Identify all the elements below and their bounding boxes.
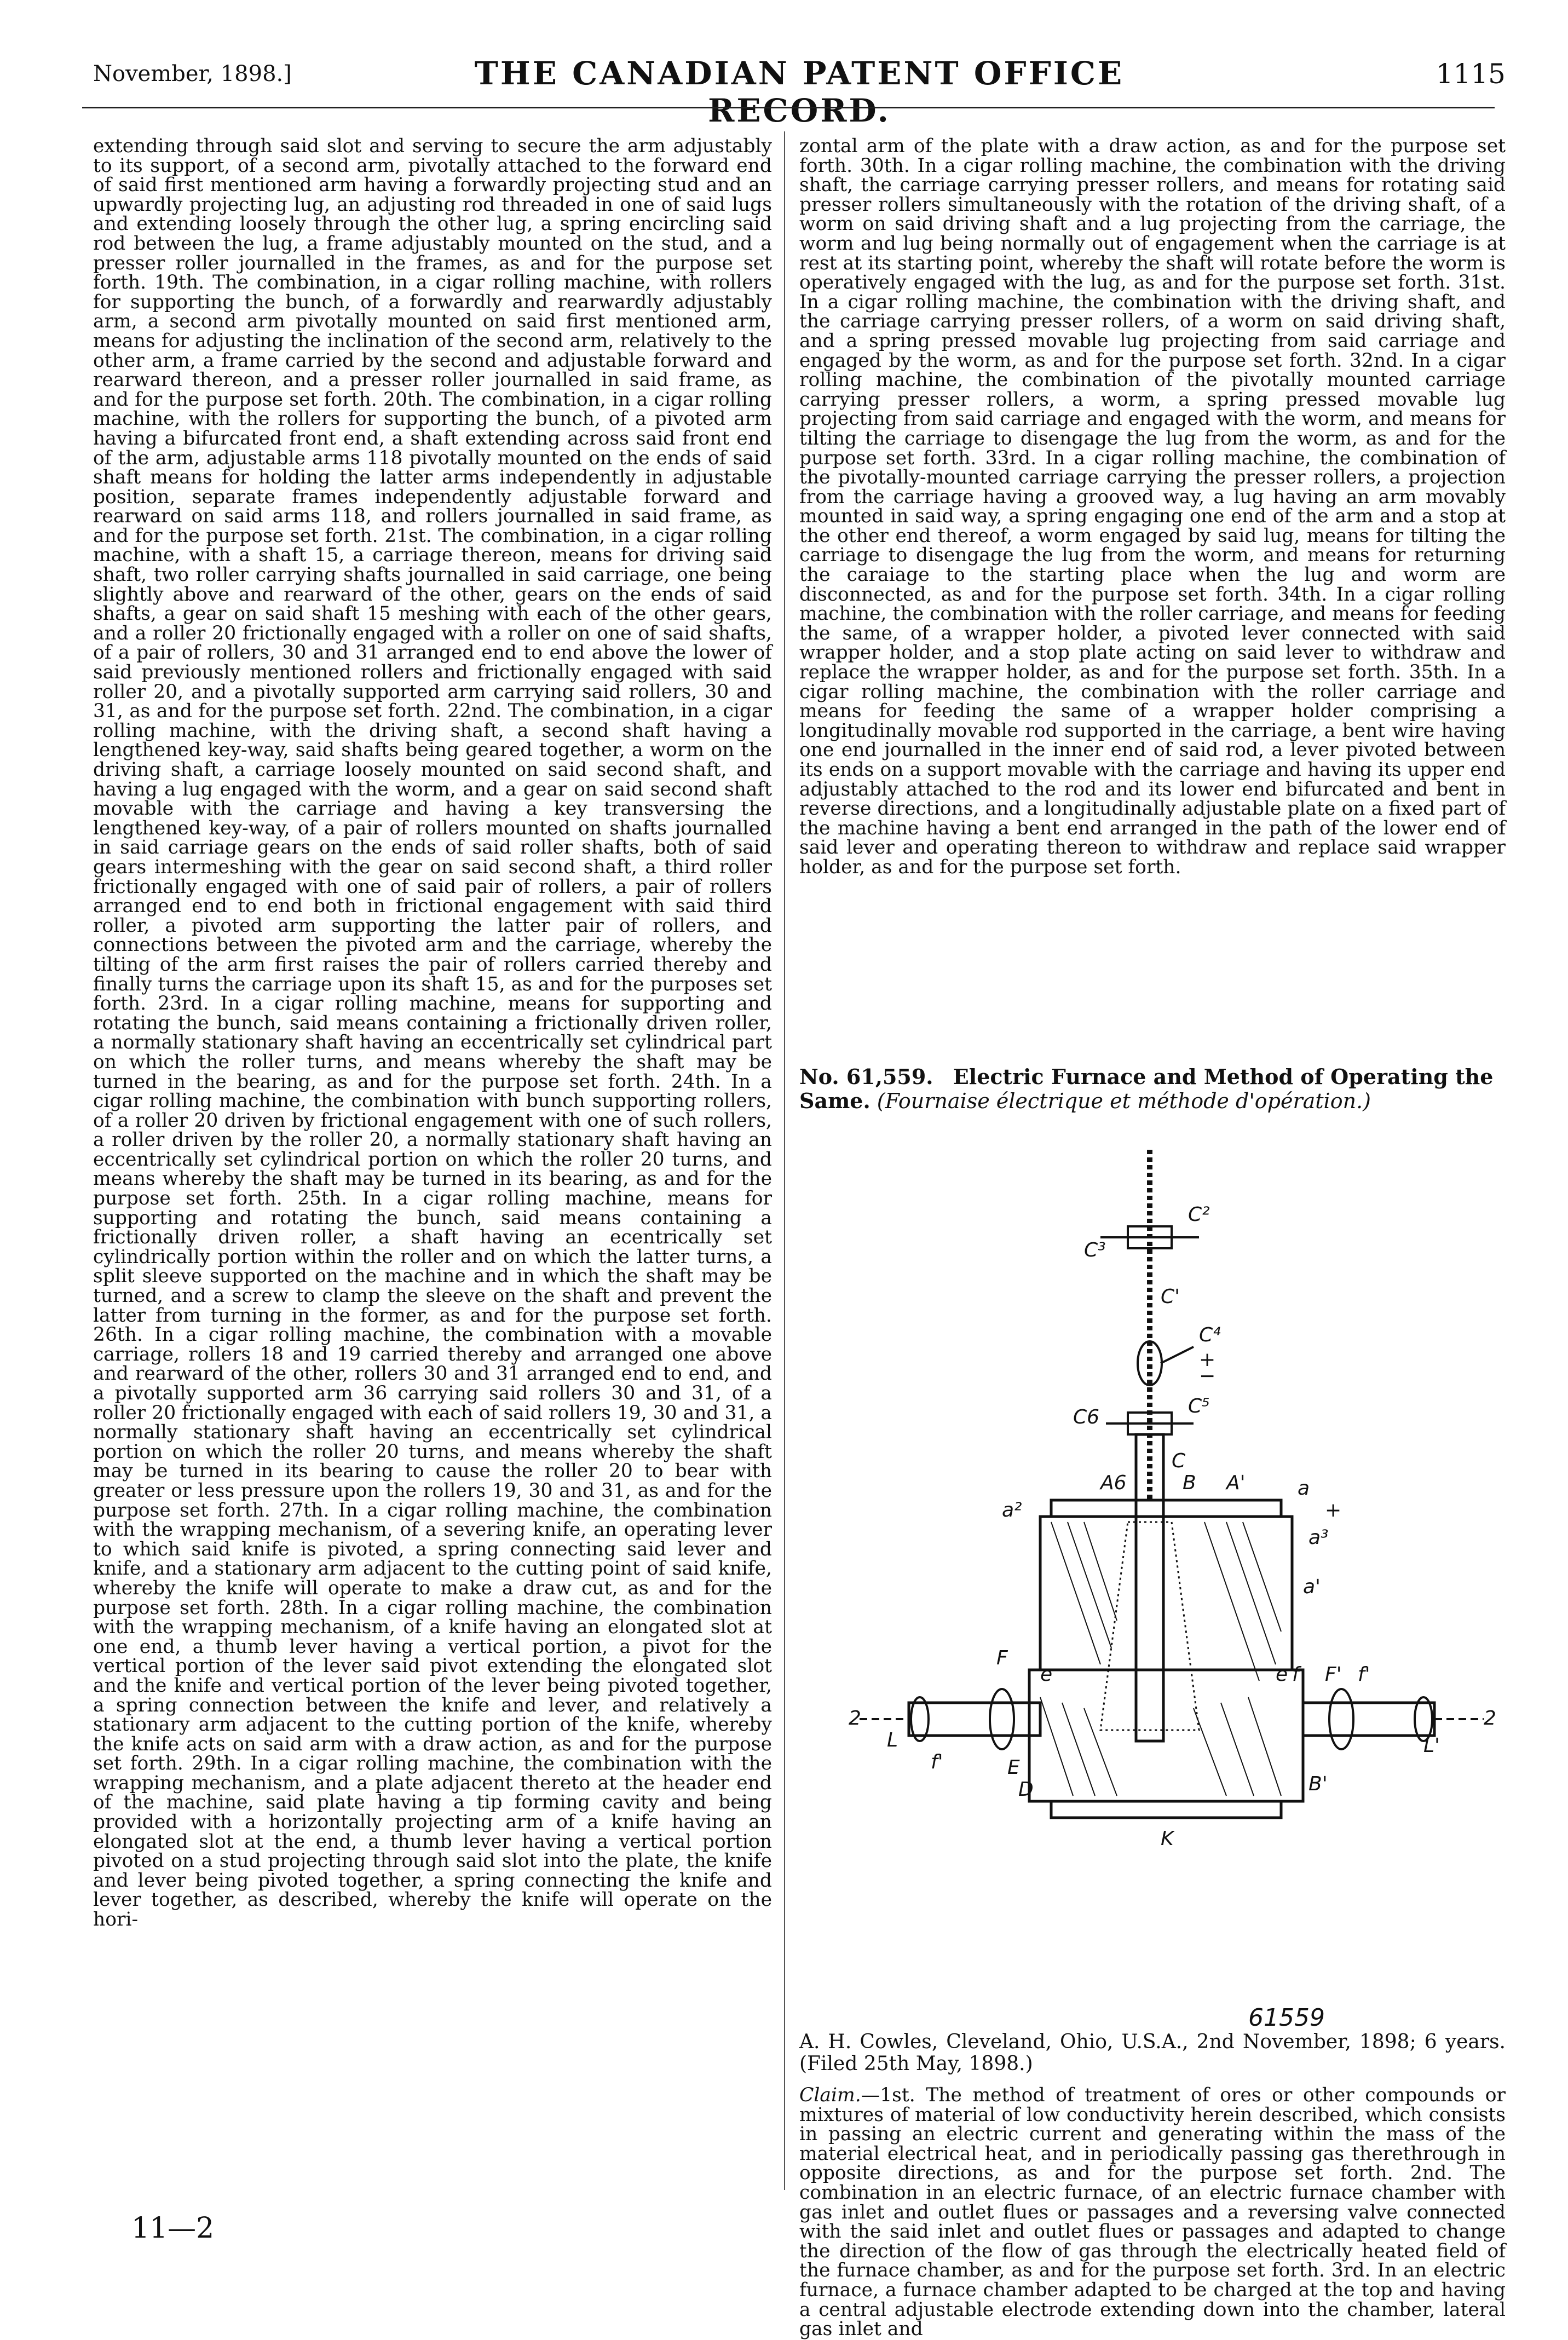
- label-plus-right: +: [1325, 1499, 1342, 1521]
- label-minus: −: [1199, 1365, 1216, 1387]
- label-a-prime: a': [1303, 1576, 1321, 1598]
- column-divider: [784, 131, 785, 2190]
- label-a3: a³: [1308, 1526, 1329, 1549]
- label-c: C: [1172, 1450, 1186, 1472]
- label-b-prime: B': [1308, 1773, 1328, 1795]
- claims-continuation-right: zontal arm of the plate with a draw action, as and for the purpose set forth. 30th. In a cigar rolling machine, the combination with the driving shaft, the carriage carrying presser rollers, and means for rotating said presser rollers simultaneously with the rotation of the driving shaft, of a worm on said driving shaft and a lug projecting from the carriage, the worm and lug being normally out of engagement when the carriage is at rest at its starting point, whereby the shaft will rotate before the worm is operatively engaged with the lug, as and for the purpose set forth. 31st. In a cigar rolling machine, the combination with the driving shaft, and the carriage carrying presser rollers, of a worm on said driving shaft, and a spring pressed movable lug projecting from said carriage and engaged by the worm, as and for the purpose set forth. 32nd. In a cigar rolling machine, the combination of the pivotally mounted carriage carrying presser rollers, a worm, a spring pressed movable lug projecting from said carriage and engaged with the worm, and means for tilting the carriage to disengage the lug from the worm, as and for the purpose set forth. 33rd. In a cigar rolling machine, the combination of the pivotally-mounted carriage carrying the presser rollers, a projection from the carriage having a grooved way, a lug having an arm movably mounted in said way, a spring engaging one end of the arm and a stop at the other end thereof, a worm engaged by said lug, means for tilting the carriage to disengage the lug from the worm, and means for returning the caraiage to the starting place when the lug and worm are disconnected, as and for the purpose set forth. 34th. In a cigar rolling machine, the combination with the roller carriage, and means for feeding the same, of a wrapper holder, a pivoted lever connected with said wrapper holder, and a stop plate acting on said lever to withdraw and replace the wrapper holder, as and for the purpose set forth. 35th. In a cigar rolling machine, the combination with the roller carriage and means for feeding the same of a wrapper holder comprising a longitudinally movable rod supported in the carriage, a bent wire having one end journalled in the inner end of said rod, a lever pivoted between its ends on a support movable with the carriage and having its upper end adjustably attached to the rod and its lower end bifurcated and bent in reverse directions, and a longitudinally adjustable plate on a fixed part of the machine having a bent end arranged in the path of the lower end of said lever and operating thereon to withdraw and replace said wrapper holder, as and for the purpose set forth.: [799, 135, 1506, 878]
- claim-text: [799, 2084, 1506, 2340]
- label-2-left: 2: [849, 1707, 861, 1730]
- label-c6: C6: [1073, 1406, 1100, 1428]
- label-a1: A': [1226, 1472, 1246, 1494]
- page-number: 1115: [1436, 58, 1506, 90]
- label-f-prime-small: f': [1358, 1663, 1370, 1686]
- electric-furnace-drawing: [843, 1139, 1500, 2015]
- right-column-text: [799, 137, 1506, 1035]
- figure-number: 61559: [1248, 2004, 1325, 2032]
- label-2-right: 2: [1484, 1707, 1496, 1730]
- patent-heading: [799, 1065, 1506, 1113]
- page-header: [93, 55, 1506, 129]
- label-a6: A6: [1100, 1472, 1127, 1494]
- label-a: a: [1298, 1477, 1310, 1500]
- inventor-line: A. H. Cowles, Cleveland, Ohio, U.S.A., 2nd November, 1898; 6 years. (Filed 25th May, 1898.): [799, 2031, 1506, 2075]
- label-e: e: [1040, 1663, 1053, 1686]
- label-c5: C⁵: [1188, 1395, 1210, 1417]
- label-f: F: [996, 1647, 1008, 1669]
- header-rule: [82, 107, 1495, 108]
- patent-title: Electric Furnace and Method of Operating the Same.: [799, 1064, 1494, 1113]
- label-c4: C⁴: [1199, 1324, 1221, 1346]
- label-a2: a²: [1002, 1499, 1022, 1521]
- label-f-prime: F': [1325, 1663, 1342, 1686]
- left-column-text: [93, 137, 772, 2152]
- claim-label: Claim.: [799, 2084, 861, 2106]
- label-b: B: [1183, 1472, 1196, 1494]
- label-d: D: [1018, 1778, 1034, 1801]
- label-c1: C': [1161, 1286, 1180, 1308]
- label-l: L: [887, 1729, 898, 1751]
- label-l-prime: L': [1423, 1734, 1440, 1757]
- claim-body: —1st. The method of treatment of ores or other compounds or mixtures of material of low conductivity herein described, which consists in passing an electric current and generating within the mass of the material electrical heat, and in periodically passing gas therethrough in opposite directions, as and for the purpose set forth. 2nd. The combination in an electric furnace, of an electric furnace chamber with gas inlet and outlet flues or passages and a reversing valve connected with the said inlet and outlet flues or passages and adapted to change the direction of the flow of gas through the electrically heated field of the furnace chamber, as and for the purpose set forth. 3rd. In an electric furnace, a furnace chamber adapted to be charged at the top and having a central adjustable electrode extending down into the chamber, lateral gas inlet and: [799, 2084, 1506, 2340]
- patent-number: No. 61,559.: [799, 1064, 933, 1089]
- patent-french-title: (Fournaise électrique et méthode d'opération.): [877, 1089, 1371, 1113]
- label-f-low: f': [931, 1751, 943, 1773]
- claims-continuation-left: extending through said slot and serving to secure the arm adjustably to its support, of a second arm, pivotally attached to the forward end of said first mentioned arm having a forwardly projecting stud and an upwardly projecting lug, an adjusting rod threaded in one of said lugs and extending loosely through the other lug, a spring encircling said rod between the lug, a frame adjustably mounted on the stud, and a presser roller journalled in the frames, as and for the purpose set forth. 19th. The combination, in a cigar rolling machine, with rollers for supporting the bunch, of a forwardly and rearwardly adjustably arm, a second arm pivotally mounted on said first mentioned arm, means for adjusting the inclination of the second arm, relatively to the other arm, a frame carried by the second and adjustable forward and rearward thereon, and a presser roller journalled in said frame, as and for the purpose set forth. 20th. The combination, in a cigar rolling machine, with the rollers for supporting the bunch, of a pivoted arm having a bifurcated front end, a shaft extending across said front end of the arm, adjustable arms 118 pivotally mounted on the ends of said shaft means for holding the latter arms independently in adjustable position, separate frames independently adjustable forward and rearward on said arms 118, and rollers journalled in said frame, as and for the purpose set forth. 21st. The combination, in a cigar rolling machine, with a shaft 15, a carriage thereon, means for driving said shaft, two roller carrying shafts journalled in said carriage, one being slightly above and rearward of the other, gears on the ends of said shafts, a gear on said shaft 15 meshing with each of the other gears, and a roller 20 frictionally engaged with a roller on one of said shafts, of a pair of rollers, 30 and 31 arranged end to end above the lower of said previously mentioned rollers and frictionally engaged with said roller 20, and a pivotally supported arm carrying said rollers, 30 and 31, as and for the purpose set forth. 22nd. The combination, in a cigar rolling machine, with the driving shaft, a second shaft having a lengthened key-way, said shafts being geared together, a worm on the driving shaft, a carriage loosely mounted on said second shaft, and having a lug engaged with the worm, and a gear on said second shaft movable with the carriage and having a key transversing the lengthened key-way, of a pair of rollers mounted on shafts journalled in said carriage gears on the ends of said roller shafts, both of said gears intermeshing with the gear on said second shaft, a third roller frictionally engaged with one of said pair of rollers, a pair of rollers arranged end to end both in frictional engagement with said third roller, a pivoted arm supporting the latter pair of rollers, and connections between the pivoted arm and the carriage, whereby the tilting of the arm first raises the pair of rollers carried thereby and finally turns the carriage upon its shaft 15, as and for the purposes set forth. 23rd. In a cigar rolling machine, means for supporting and rotating the bunch, said means containing a frictionally driven roller, a normally stationary shaft having an eccentrically set cylindrical part on which the roller turns, and means whereby the shaft may be turned in the bearing, as and for the purpose set forth. 24th. In a cigar rolling machine, the combination with bunch supporting rollers, of a roller 20 driven by frictional engagement with one of such rollers, a roller driven by the roller 20, a normally stationary shaft having an eccentrically set cylindrical portion on which the roller 20 turns, and means whereby the shaft may be turned in its bearing, as and for the purpose set forth. 25th. In a cigar rolling machine, means for supporting and rotating the bunch, said means containing a frictionally driven roller, a shaft having an ecentrically set cylindrically portion within the roller and on which the latter turns, a split sleeve supported on the machine and in which the shaft may be turned, and a screw to clamp the sleeve on the shaft and prevent the latter from turning in the former, as and for the purpose set forth. 26th. In a cigar rolling machine, the combination with a movable carriage, rollers 18 and 19 carried thereby and arranged one above and rearward of the other, rollers 30 and 31 arranged end to end, and a pivotally supported arm 36 carrying said rollers 30 and 31, of a roller 20 frictionally engaged with each of said rollers 19, 30 and 31, a normally stationary shaft having an eccentrically set cylindrical portion on which the roller 20 turns, and means whereby the shaft may be turned in its bearing to cause the roller 20 to bear with greater or less pressure upon the rollers 19, 30 and 31, as and for the purpose set forth. 27th. In a cigar rolling machine, the combination with the wrapping mechanism, of a severing knife, an operating lever to which said knife is pivoted, a spring connecting said lever and knife, and a stationary arm adjacent to the cutting point of said knife, whereby the knife will operate to make a draw cut, as and for the purpose set forth. 28th. In a cigar rolling machine, the combination with the wrapping mechanism, of a knife having an elongated slot at one end, a thumb lever having a vertical portion, a pivot for the vertical portion of the lever said pivot extending the elongated slot and the knife and vertical portion of the lever being pivoted together, a spring connection between the knife and lever, and relatively a stationary arm adjacent to the cutting portion of the knife, whereby the knife acts on said arm with a draw action, as and for the purpose set forth. 29th. In a cigar rolling machine, the combination with the wrapping mechanism, and a plate adjacent thereto at the header end of the machine, said plate having a tip forming cavity and being provided with a horizontally projecting arm of a knife having an elongated slot at the end, a thumb lever having a vertical portion pivoted on a stud projecting through said slot into the plate, the knife and lever being pivoted together, a spring connecting the knife and lever together, as described, whereby the knife will operate on the hori-: [93, 135, 772, 1931]
- signature-mark: 11—2: [131, 2212, 215, 2245]
- label-f-small: f: [1292, 1663, 1299, 1686]
- label-c3: C³: [1084, 1239, 1106, 1261]
- publication-title: THE CANADIAN PATENT OFFICE RECORD.: [474, 55, 1125, 129]
- label-k: K: [1161, 1828, 1174, 1850]
- label-plus-top: +: [1199, 1348, 1216, 1371]
- label-c2: C²: [1188, 1203, 1210, 1226]
- issue-date: November, 1898.]: [93, 61, 292, 87]
- label-e-right: e: [1276, 1663, 1288, 1686]
- label-e-cap: E: [1007, 1756, 1020, 1779]
